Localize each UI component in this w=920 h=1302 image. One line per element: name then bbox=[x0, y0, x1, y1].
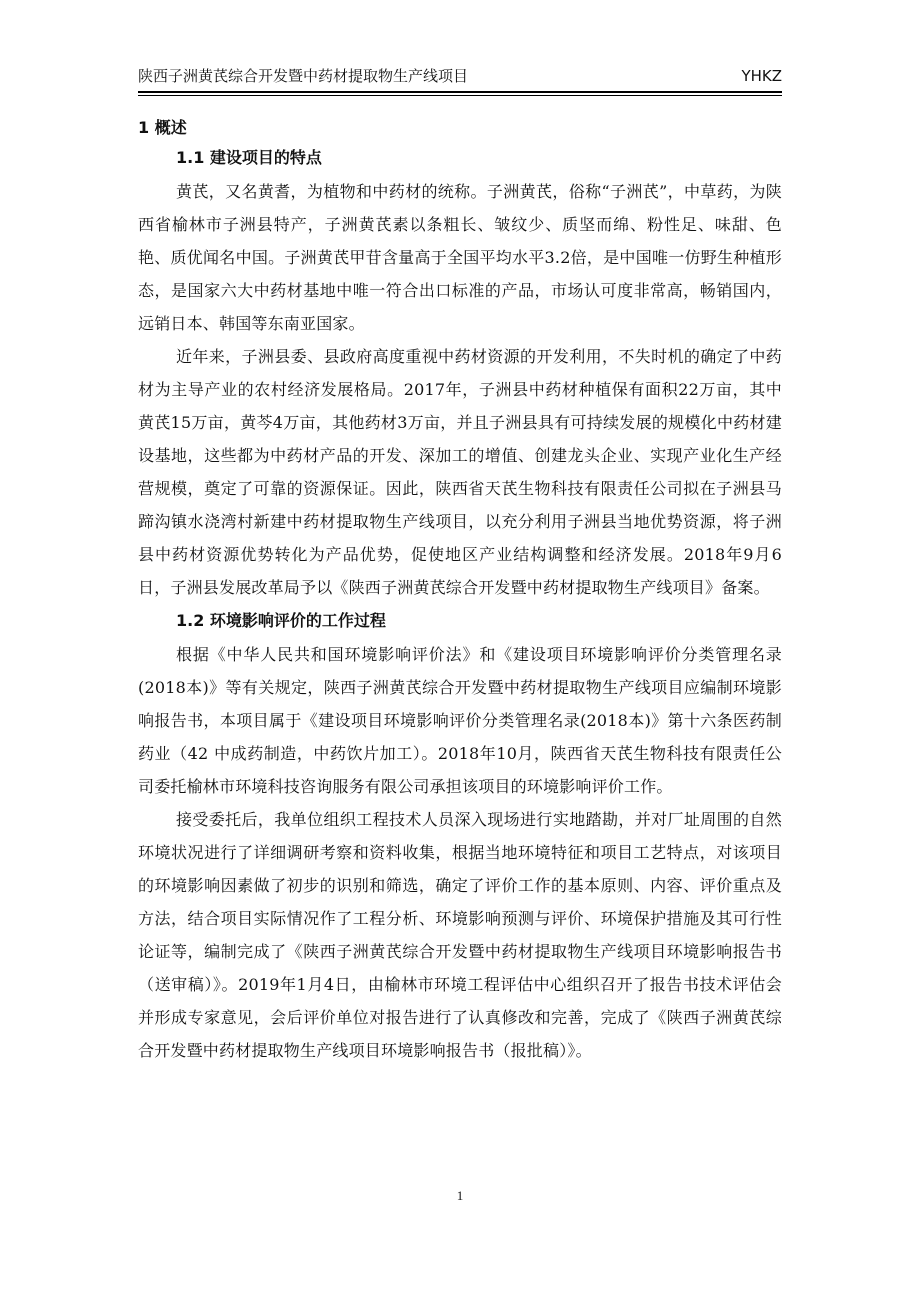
paragraph: 近年来，子洲县委、县政府高度重视中药材资源的开发利用，不失时机的确定了中药材为主导产业的农村经济发展格局。2017年，子洲县中药材种植保有面积22万亩，其中黄芪15万亩，黄芩4万亩，其他药材3万亩，并且子洲县具有可持续发展的规模化中药材建设基地，这些都为中药材产品的开发、深加工的增值、创建龙头企业、实现产业化生产经营规模，奠定了可靠的资源保证。因此，陕西省天芪生物科技有限责任公司拟在子洲县马蹄沟镇水浇湾村新建中药材提取物生产线项目，以充分利用子洲县当地优势资源，将子洲县中药材资源优势转化为产品优势，促使地区产业结构调整和经济发展。2018年9月6日，子洲县发展改革局予以《陕西子洲黄芪综合开发暨中药材提取物生产线项目》备案。 bbox=[138, 347, 782, 597]
body-content bbox=[138, 115, 782, 1067]
section-heading-overview: 1 概述 bbox=[138, 118, 187, 137]
paragraph: 根据《中华人民共和国环境影响评价法》和《建设项目环境影响评价分类管理名录(2018本)》等有关规定，陕西子洲黄芪综合开发暨中药材提取物生产线项目应编制环境影响报告书，本项目属于《建设项目环境影响评价分类管理名录(2018本)》第十六条医药制药业（42 中成药制造，中药饮片加工）。2018年10月，陕西省天芪生物科技有限责任公司委托榆林市环境科技咨询服务有限公司承担该项目的环境影响评价工作。 bbox=[138, 645, 782, 796]
header-rule-thin bbox=[138, 95, 782, 96]
header-rule-thick bbox=[138, 91, 782, 93]
header-code: YHKZ bbox=[741, 67, 782, 85]
header-title: 陕西子洲黄芪综合开发暨中药材提取物生产线项目 bbox=[138, 67, 469, 85]
paragraph: 接受委托后，我单位组织工程技术人员深入现场进行实地踏勘，并对厂址周围的自然环境状况进行了详细调研考察和资料收集，根据当地环境特征和项目工艺特点，对该项目的环境影响因素做了初步的识别和筛选，确定了评价工作的基本原则、内容、评价重点及方法，结合项目实际情况作了工程分析、环境影响预测与评价、环境保护措施及其可行性论证等，编制完成了《陕西子洲黄芪综合开发暨中药材提取物生产线项目环境影响报告书（送审稿）》。2019年1月4日，由榆林市环境工程评估中心组织召开了报告书技术评估会并形成专家意见，会后评价单位对报告进行了认真修改和完善，完成了《陕西子洲黄芪综合开发暨中药材提取物生产线项目环境影响报告书（报批稿）》。 bbox=[138, 810, 782, 1060]
subsection-heading-process: 1.2 环境影响评价的工作过程 bbox=[176, 611, 386, 630]
subsection-heading-features: 1.1 建设项目的特点 bbox=[176, 148, 322, 167]
page-number: 1 bbox=[456, 1188, 464, 1203]
paragraph: 黄芪，又名黄耆，为植物和中药材的统称。子洲黄芪，俗称“子洲芪”，中草药，为陕西省榆林市子洲县特产，子洲黄芪素以条粗长、皱纹少、质坚而绵、粉性足、味甜、色艳、质优闻名中国。子洲黄芪甲苷含量高于全国平均水平3.2倍，是中国唯一仿野生种植形态，是国家六大中药材基地中唯一符合出口标准的产品，市场认可度非常高，畅销国内，远销日本、韩国等东南亚国家。 bbox=[138, 182, 782, 333]
running-header bbox=[138, 66, 782, 90]
